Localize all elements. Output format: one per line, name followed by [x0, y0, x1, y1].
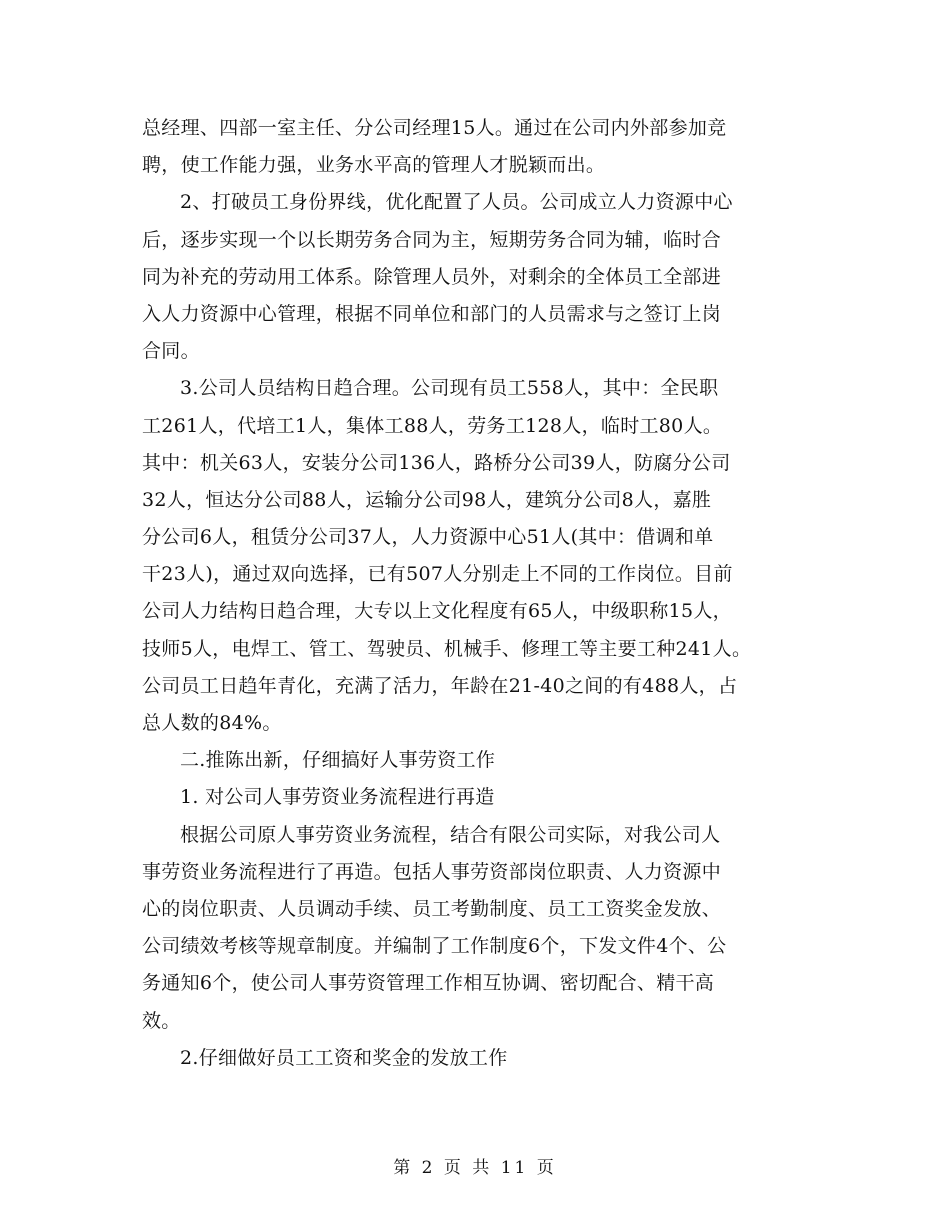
text-line: 32人，恒达分公司88人，运输分公司98人，建筑分公司8人，嘉胜: [142, 488, 712, 511]
text-line: 合同。: [142, 340, 200, 363]
page-footer: 第 2 页 共 11 页: [393, 1158, 557, 1178]
text-line: 3.公司人员结构日趋合理。公司现有员工558人，其中：全民职: [180, 377, 719, 400]
text-line: 干23人)，通过双向选择，已有507人分别走上不同的工作岗位。目前: [142, 563, 733, 586]
text-line: 公司员工日趋年青化，充满了活力，年龄在21-40之间的有488人，占: [142, 674, 738, 697]
document-body: [142, 110, 822, 1077]
text-line: 二.推陈出新，仔细搞好人事劳资工作: [180, 749, 496, 772]
text-line: 公司人力结构日趋合理，大专以上文化程度有65人，中级职称15人，: [142, 600, 732, 623]
text-line: 效。: [142, 1009, 181, 1032]
text-line: 根据公司原人事劳资业务流程，结合有限公司实际，对我公司人: [180, 823, 721, 846]
text-line: 事劳资业务流程进行了再造。包括人事劳资部岗位职责、人力资源中: [142, 860, 722, 883]
text-line: 后，逐步实现一个以长期劳务合同为主，短期劳务合同为辅，临时合: [142, 228, 722, 251]
text-line: 工261人，代培工1人，集体工88人，劳务工128人，临时工80人。: [142, 414, 723, 437]
text-line: 2.仔细做好员工工资和奖金的发放工作: [180, 1046, 508, 1069]
text-line: 分公司6人，租赁分公司37人，人力资源中心51人(其中：借调和单: [142, 526, 714, 549]
text-line: 其中：机关63人，安装分公司136人，路桥分公司39人，防腐分公司: [142, 451, 731, 474]
text-line: 技师5人，电焊工、管工、驾驶员、机械手、修理工等主要工种241人。: [142, 637, 752, 660]
text-line: 总经理、四部一室主任、分公司经理15人。通过在公司内外部参加竞: [142, 117, 727, 139]
text-line: 2、打破员工身份界线，优化配置了人员。公司成立人力资源中心: [180, 191, 733, 214]
text-line: 1. 对公司人事劳资业务流程进行再造: [180, 786, 495, 809]
text-line: 心的岗位职责、人员调动手续、员工考勤制度、员工工资奖金发放、: [142, 897, 722, 920]
text-line: 务通知6个，使公司人事劳资管理工作相互协调、密切配合、精干高: [142, 972, 715, 995]
text-line: 公司绩效考核等规章制度。并编制了工作制度6个，下发文件4个、公: [142, 935, 727, 958]
text-line: 聘，使工作能力强，业务水平高的管理人才脱颖而出。: [142, 154, 606, 177]
text-line: 入人力资源中心管理，根据不同单位和部门的人员需求与之签订上岗: [142, 302, 722, 325]
text-line: 总人数的84%。: [142, 712, 282, 734]
text-line: 同为补充的劳动用工体系。除管理人员外，对剩余的全体员工全部进: [142, 265, 722, 288]
